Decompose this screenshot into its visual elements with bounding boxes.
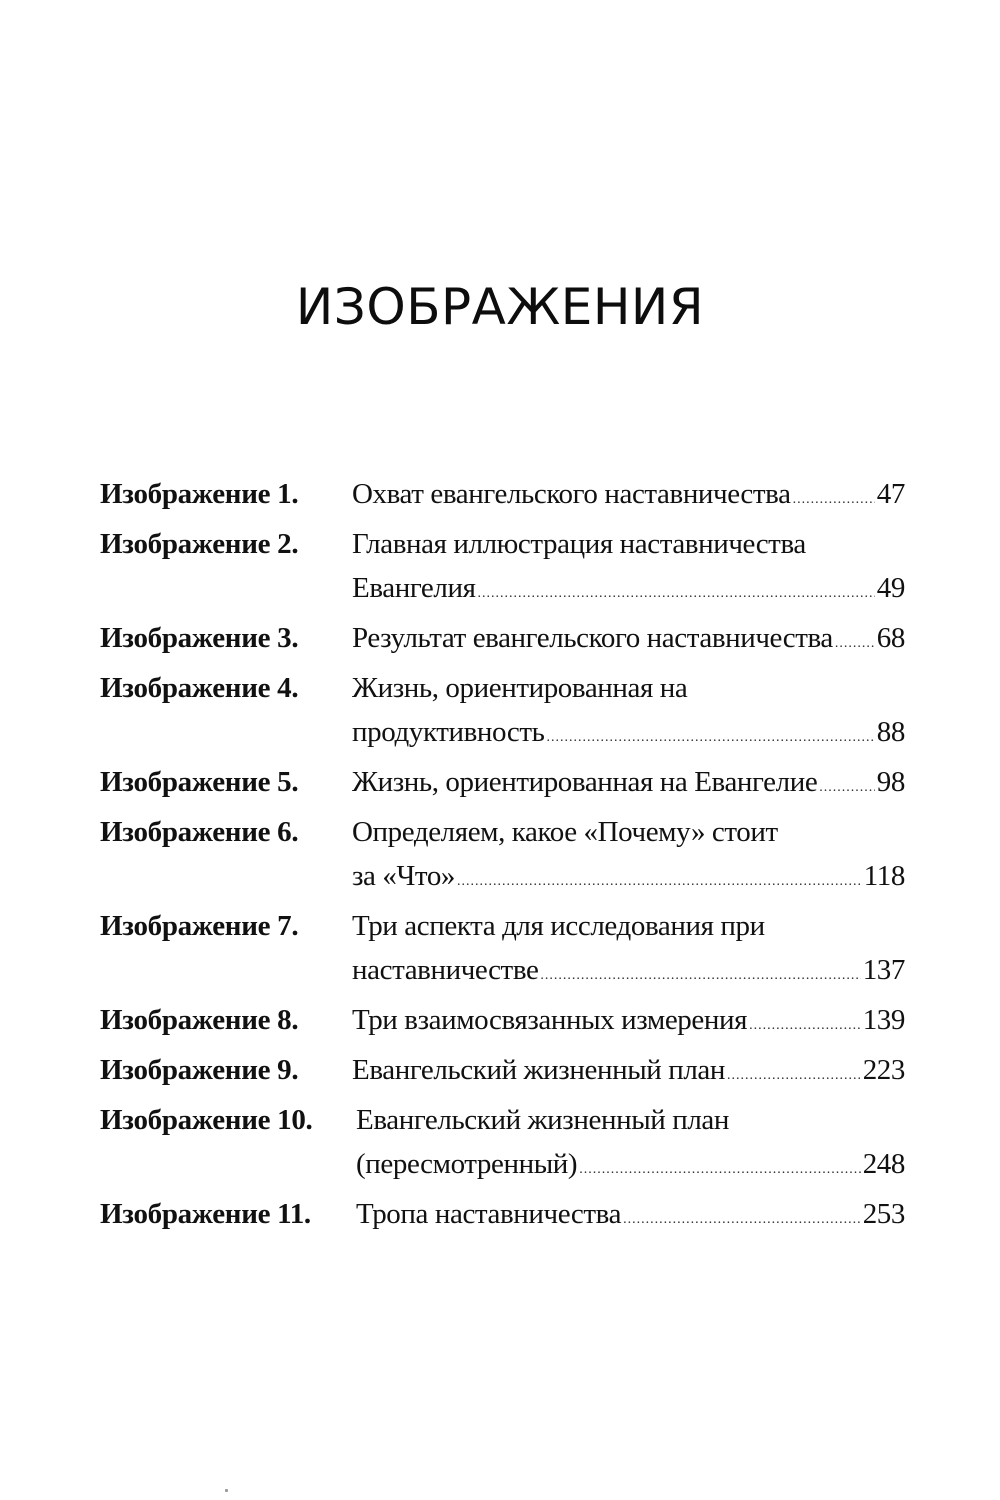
dot-leader — [623, 1198, 861, 1242]
scan-speck — [225, 1489, 228, 1492]
figures-list — [0, 472, 1000, 1242]
figure-label: Изображение 1. — [100, 478, 299, 510]
toc-entry-5[interactable] — [0, 760, 1000, 810]
page-number: 118 — [863, 860, 905, 892]
toc-entry-11[interactable] — [0, 1192, 1000, 1242]
figure-title: Жизнь, ориентированная на Евангелие — [352, 766, 818, 798]
figure-title: Евангельский жизненный план — [352, 1054, 726, 1086]
figure-title: Охват евангельского наставничества — [352, 478, 791, 510]
toc-entry-10[interactable] — [0, 1098, 1000, 1192]
figure-title-line-1: Жизнь, ориентированная на — [352, 672, 688, 704]
page-number: 253 — [862, 1198, 905, 1230]
figure-title-line-2: наставничестве — [352, 954, 539, 986]
figure-title-line-2: (пересмотренный) — [356, 1148, 578, 1180]
dot-leader — [478, 572, 875, 616]
page-title: ИЗОБРАЖЕНИЯ — [295, 278, 705, 336]
dot-leader — [727, 1054, 861, 1098]
figure-title: Три взаимосвязанных измерения — [352, 1004, 748, 1036]
figure-title-line-1: Три аспекта для исследования при — [352, 910, 765, 942]
figure-title-line-1: Определяем, какое «Почему» стоит — [352, 816, 778, 848]
page-number: 137 — [862, 954, 905, 986]
page-number: 248 — [862, 1148, 905, 1180]
dot-leader — [546, 716, 874, 760]
figure-title-line-1: Главная иллюстрация наставничества — [352, 528, 806, 560]
figure-title-line-2: продуктивность — [352, 716, 545, 748]
page-number: 98 — [876, 766, 905, 798]
figure-label: Изображение 11. — [100, 1198, 311, 1230]
figure-label: Изображение 6. — [100, 816, 299, 848]
figure-label: Изображение 3. — [100, 622, 299, 654]
figure-title: Результат евангельского наставничества — [352, 622, 833, 654]
toc-entry-9[interactable] — [0, 1048, 1000, 1098]
dot-leader — [540, 954, 860, 998]
figure-label: Изображение 5. — [100, 766, 299, 798]
page-number: 47 — [876, 478, 905, 510]
figure-label: Изображение 9. — [100, 1054, 299, 1086]
page-number: 223 — [862, 1054, 905, 1086]
dot-leader — [793, 478, 875, 522]
figure-label: Изображение 8. — [100, 1004, 299, 1036]
toc-entry-2[interactable] — [0, 522, 1000, 616]
dot-leader — [457, 860, 862, 904]
dot-leader — [579, 1148, 861, 1192]
figure-title: Тропа наставничества — [356, 1198, 622, 1230]
figure-title-line-2: за «Что» — [352, 860, 456, 892]
toc-entry-4[interactable] — [0, 666, 1000, 760]
page-number: 88 — [876, 716, 905, 748]
figure-label: Изображение 10. — [100, 1104, 313, 1136]
dot-leader — [749, 1004, 861, 1048]
dot-leader — [835, 622, 875, 666]
page-number: 139 — [862, 1004, 905, 1036]
figure-title-line-2: Евангелия — [352, 572, 476, 604]
figure-label: Изображение 4. — [100, 672, 299, 704]
toc-entry-7[interactable] — [0, 904, 1000, 998]
toc-entry-6[interactable] — [0, 810, 1000, 904]
toc-entry-1[interactable] — [0, 472, 1000, 522]
toc-entry-8[interactable] — [0, 998, 1000, 1048]
figure-title-line-1: Евангельский жизненный план — [356, 1104, 730, 1136]
page-number: 49 — [876, 572, 905, 604]
figure-label: Изображение 2. — [100, 528, 299, 560]
toc-entry-3[interactable] — [0, 616, 1000, 666]
dot-leader — [819, 766, 875, 810]
page-number: 68 — [876, 622, 905, 654]
figure-label: Изображение 7. — [100, 910, 299, 942]
